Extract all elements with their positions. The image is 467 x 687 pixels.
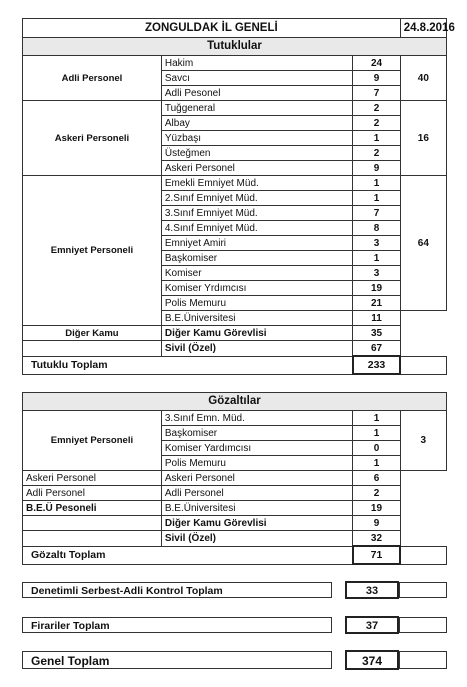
group-gozalti-emniyet-total: 3 — [400, 411, 446, 471]
row-label: Askeri Personel — [161, 471, 352, 486]
row-label: Komiser — [161, 266, 352, 281]
row-left-label: Askeri Personel — [23, 471, 162, 486]
gozalti-table — [22, 392, 447, 565]
row-value: 1 — [353, 411, 400, 426]
group-askeri-label: Askeri Personeli — [23, 101, 162, 176]
row-value: 2 — [353, 101, 400, 116]
group-diger-label: Diğer Kamu — [23, 326, 162, 341]
row-value: 2 — [353, 146, 400, 161]
row-value: 35 — [353, 326, 400, 341]
row-value: 6 — [353, 471, 400, 486]
row-value: 1 — [353, 251, 400, 266]
row-label: Yüzbaşı — [161, 131, 352, 146]
group-askeri-total: 16 — [400, 101, 446, 176]
report-title: ZONGULDAK İL GENELİ — [23, 19, 401, 38]
row-value: 1 — [353, 131, 400, 146]
row-value: 7 — [353, 86, 400, 101]
row-label: Emniyet Amiri — [161, 236, 352, 251]
row-label: Emekli Emniyet Müd. — [161, 176, 352, 191]
gozalti-total-label: Gözaltı Toplam — [23, 546, 353, 564]
row-label: Sivil (Özel) — [161, 341, 352, 357]
row-left-label: B.E.Ü Pesoneli — [23, 501, 162, 516]
row-value: 3 — [353, 266, 400, 281]
row-label: Albay — [161, 116, 352, 131]
denetimli-value: 33 — [345, 581, 399, 599]
row-value: 24 — [353, 56, 400, 71]
row-value: 0 — [353, 441, 400, 456]
row-label: 3.Sınıf Emn. Müd. — [161, 411, 352, 426]
row-label: 3.Sınıf Emniyet Müd. — [161, 206, 352, 221]
row-label: Askeri Personel — [161, 161, 352, 176]
firari-label: Firariler Toplam — [22, 617, 332, 633]
group-emniyet-label: Emniyet Personeli — [23, 176, 162, 326]
row-label: Diğer Kamu Görevlisi — [161, 516, 352, 531]
row-value: 9 — [353, 161, 400, 176]
group-adli-total: 40 — [400, 56, 446, 101]
gozalti-section-title: Gözaltılar — [23, 393, 447, 411]
denetimli-label: Denetimli Serbest-Adli Kontrol Toplam — [22, 582, 332, 598]
gozalti-total-value: 71 — [353, 546, 400, 564]
tutuklu-total-value: 233 — [353, 356, 400, 374]
row-value: 9 — [353, 516, 400, 531]
row-label: Adli Pesonel — [161, 86, 352, 101]
row-value: 32 — [353, 531, 400, 547]
row-label: Komiser Yardımcısı — [161, 441, 352, 456]
row-value: 1 — [353, 426, 400, 441]
row-label: Başkomiser — [161, 426, 352, 441]
row-label: B.E.Üniversitesi — [161, 311, 352, 326]
row-label: Tuğgeneral — [161, 101, 352, 116]
row-label: Başkomiser — [161, 251, 352, 266]
row-label: Üsteğmen — [161, 146, 352, 161]
genel-label: Genel Toplam — [22, 651, 332, 669]
row-label: B.E.Üniversitesi — [161, 501, 352, 516]
row-label: Adli Personel — [161, 486, 352, 501]
row-label: Savcı — [161, 71, 352, 86]
row-label: 2.Sınıf Emniyet Müd. — [161, 191, 352, 206]
row-left-label: Adli Personel — [23, 486, 162, 501]
row-value: 8 — [353, 221, 400, 236]
row-value: 19 — [353, 281, 400, 296]
row-value: 9 — [353, 71, 400, 86]
row-value: 1 — [353, 176, 400, 191]
tutuklu-table — [22, 18, 455, 375]
row-value: 3 — [353, 236, 400, 251]
row-value: 1 — [353, 456, 400, 471]
row-label: Komiser Yrdımcısı — [161, 281, 352, 296]
tutuklu-section-title: Tutuklular — [23, 38, 447, 56]
row-label: Polis Memuru — [161, 296, 352, 311]
row-label: Polis Memuru — [161, 456, 352, 471]
genel-value: 374 — [345, 650, 399, 670]
row-label: 4.Sınıf Emniyet Müd. — [161, 221, 352, 236]
row-value: 2 — [353, 486, 400, 501]
group-emniyet-total: 64 — [400, 176, 446, 311]
row-label: Sivil (Özel) — [161, 531, 352, 547]
row-label: Hakim — [161, 56, 352, 71]
group-adli-label: Adli Personel — [23, 56, 162, 101]
row-value: 67 — [353, 341, 400, 357]
firari-value: 37 — [345, 616, 399, 634]
row-value: 1 — [353, 191, 400, 206]
group-gozalti-emniyet-label: Emniyet Personeli — [23, 411, 162, 471]
row-value: 2 — [353, 116, 400, 131]
row-value: 11 — [353, 311, 400, 326]
tutuklu-total-label: Tutuklu Toplam — [23, 356, 353, 374]
row-value: 21 — [353, 296, 400, 311]
row-value: 19 — [353, 501, 400, 516]
row-label: Diğer Kamu Görevlisi — [161, 326, 352, 341]
row-value: 7 — [353, 206, 400, 221]
report-date: 24.8.2016 — [400, 19, 446, 38]
